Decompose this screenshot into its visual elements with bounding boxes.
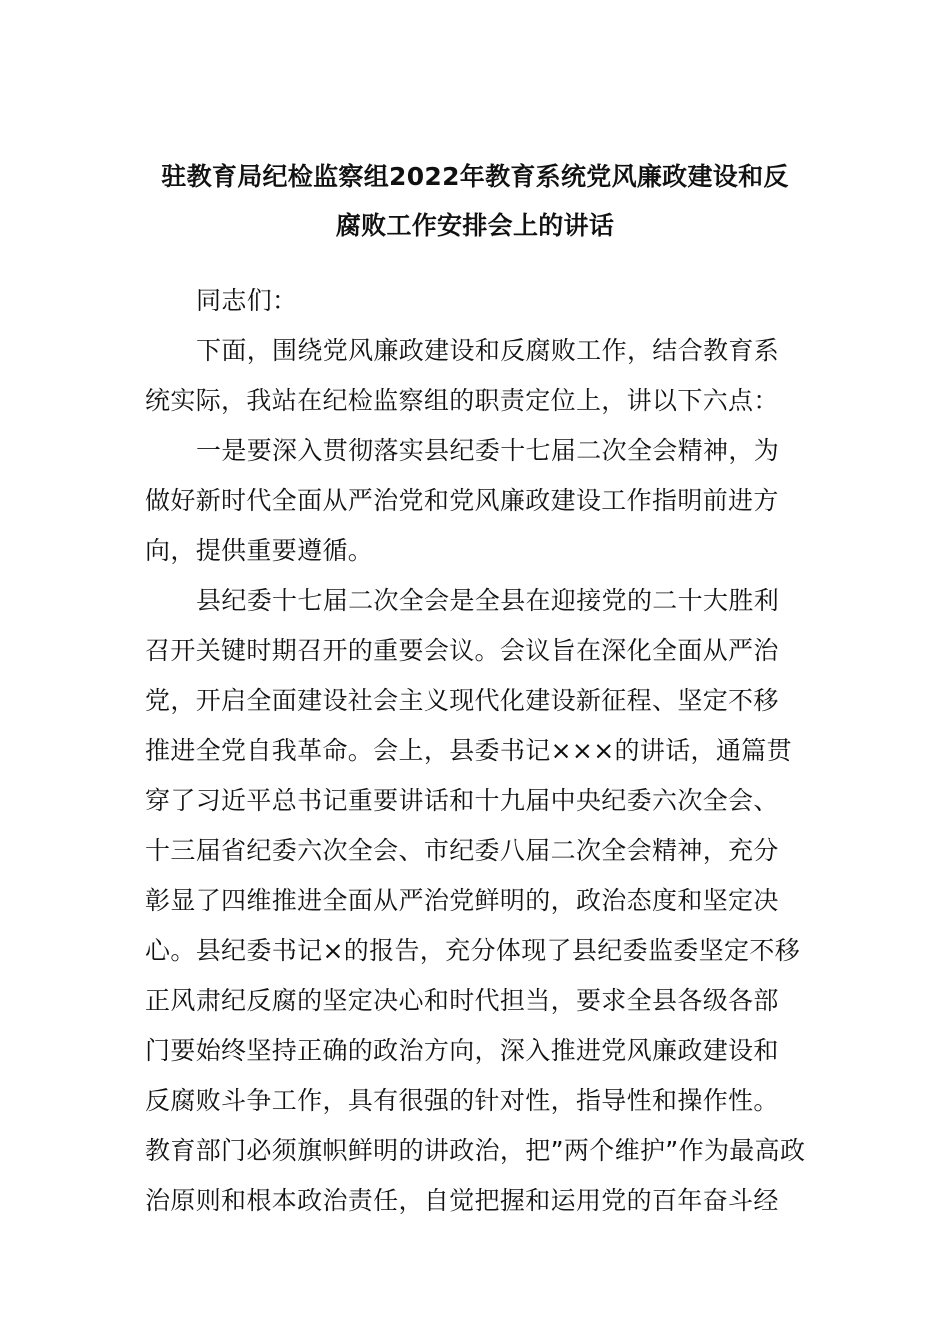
paragraph-line: 彰显了四维推进全面从严治党鲜明的，政治态度和坚定决 [145,886,779,915]
paragraph-line: 统实际，我站在纪检监察组的职责定位上，讲以下六点： [145,386,779,415]
document-title-line-2: 腐败工作安排会上的讲话 [335,211,615,240]
salutation: 同志们： [196,286,298,315]
paragraph-line: 正风肃纪反腐的坚定决心和时代担当，要求全县各级各部 [145,986,779,1015]
paragraph-line: 做好新时代全面从严治党和党风廉政建设工作指明前进方 [145,486,779,515]
paragraph-line: 县纪委十七届二次全会是全县在迎接党的二十大胜利 [196,586,780,615]
paragraph-line: 治原则和根本政治责任，自觉把握和运用党的百年奋斗经 [145,1186,779,1215]
paragraph-line: 党，开启全面建设社会主义现代化建设新征程、坚定不移 [145,686,779,715]
paragraph-line: 一是要深入贯彻落实县纪委十七届二次全会精神，为 [196,436,780,465]
paragraph-line: 召开关键时期召开的重要会议。会议旨在深化全面从严治 [145,636,779,665]
paragraph-line: 教育部门必须旗帜鲜明的讲政治，把”两个维护”作为最高政 [145,1136,806,1165]
paragraph-line: 向，提供重要遵循。 [145,536,374,565]
paragraph-line: 推进全党自我革命。会上，县委书记×××的讲话，通篇贯 [145,736,792,765]
paragraph-line: 门要始终坚持正确的政治方向，深入推进党风廉政建设和 [145,1036,779,1065]
document-title-line-1: 驻教育局纪检监察组2022年教育系统党风廉政建设和反 [161,162,789,191]
paragraph-line: 心。县纪委书记×的报告，充分体现了县纪委监委坚定不移 [145,936,801,965]
paragraph-line: 十三届省纪委六次全会、市纪委八届二次全会精神，充分 [145,836,779,865]
paragraph-line: 下面，围绕党风廉政建设和反腐败工作，结合教育系 [196,336,780,365]
paragraph-line: 反腐败斗争工作，具有很强的针对性，指导性和操作性。 [145,1086,779,1115]
paragraph-line: 穿了习近平总书记重要讲话和十九届中央纪委六次全会、 [145,786,779,815]
